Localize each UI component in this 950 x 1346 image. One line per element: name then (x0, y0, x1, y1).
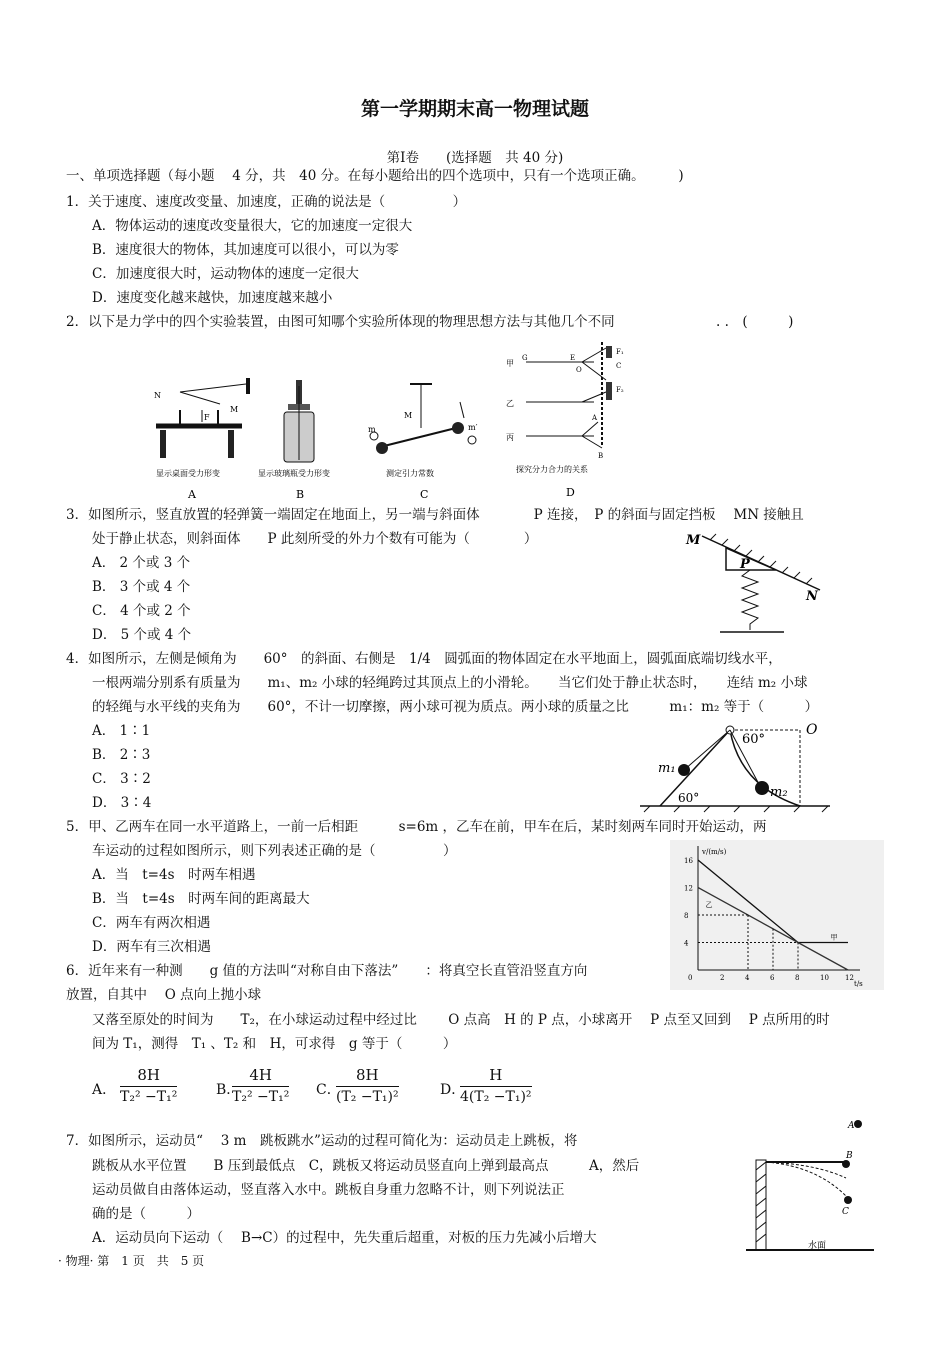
q6-option-letter: B． (216, 1082, 241, 1098)
q3-option: C． 4 个或 2 个 (92, 603, 191, 619)
q2-fig-label: A (592, 414, 598, 422)
q2-fig-label: F (204, 413, 210, 422)
q2-fig-label: m′ (468, 423, 478, 432)
q6-option-letter: A． (92, 1082, 117, 1098)
figure-q3 (680, 530, 830, 642)
q2-fig-label: N (154, 391, 161, 400)
q2-caption: 显示玻璃瓶受力形变 (258, 469, 330, 478)
series-label: 甲 (830, 933, 838, 942)
q4-option: A． 1∶1 (92, 723, 151, 739)
q2-fig-label: F₁ (616, 348, 624, 356)
q4-stem: 4．如图所示，左侧是倾角为 60° 的斜面、右侧是 1/4 圆弧面的物体固定在水平地面上，圆弧面底端切线水平， (66, 651, 782, 667)
page-footer: · 物理· 第 1 页 共 5 页 (58, 1254, 205, 1268)
q4-stem: 一根两端分别系有质量为 m₁、m₂ 小球的轻绳跨过其顶点上的小滑轮。 当它们处于静止状态时， 连结 m₂ 小球 (92, 675, 808, 691)
q4-fig-label: 60° (678, 791, 700, 805)
y-tick-label: 16 (684, 857, 693, 865)
q1-option: D．速度变化越来越快，加速度越来越小 (92, 290, 333, 306)
q2-fig-label: B (598, 452, 604, 460)
figure-q7 (746, 1116, 876, 1256)
q7-fig-label: A (848, 1121, 855, 1131)
q4-fig-label: m₂ (770, 785, 788, 800)
q7-stem: 7．如图所示，运动员“ 3 m 跳板跳水”运动的过程可简化为：运动员走上跳板，将 (66, 1133, 578, 1149)
figure-q2-c (364, 378, 484, 500)
q5-option: A．当 t=4s 时两车相遇 (92, 867, 256, 883)
q6-stem: 又落至原处的时间为 T₂，在小球运动过程中经过比 O 点高 H 的 P 点，小球离开 P 点至又回到 P 点所用的时 (92, 1012, 830, 1028)
q2-fig-label: M (230, 405, 239, 414)
q3-fig-label: N (806, 589, 818, 604)
q6-option-numerator: H (460, 1066, 532, 1087)
q6-stem: 6．近年来有一种测 g 值的方法叫“对称自由下落法” ：将真空长直管沿竖直方向 (66, 963, 588, 979)
q4-option: C． 3∶2 (92, 771, 151, 787)
q3-stem: 处于静止状态，则斜面体 P 此刻所受的外力个数有可能为（ ） (92, 531, 538, 547)
q6-option-numerator: 8H (336, 1066, 399, 1087)
q2-fig-label: 甲 (506, 359, 514, 368)
q1-stem: 1．关于速度、速度改变量、加速度，正确的说法是（ ） (66, 194, 467, 210)
q7-fig-label: 水面 (808, 1241, 827, 1251)
q6-stem: 间为 T₁，测得 T₁ 、T₂ 和 H，可求得 g 等于（ ） (92, 1036, 457, 1052)
y-tick-label: 12 (684, 884, 693, 893)
q6-option-denominator: (T₂ −T₁)² (336, 1089, 399, 1105)
x-tick-label: 12 (845, 974, 854, 982)
q2-fig-label: G (522, 354, 528, 362)
q2-fig-label: 乙 (506, 399, 514, 408)
q7-stem: 确的是（ ） (92, 1206, 200, 1222)
q5-stem: 5．甲、乙两车在同一水平道路上，一前一后相距 s=6m ，乙车在前，甲车在后，某时刻两车同时开始运动，两 (66, 819, 767, 835)
q7-option: A．运动员向下运动（ B→C）的过程中，先失重后超重，对板的压力先减小后增大 (92, 1230, 597, 1246)
x-tick-label: 10 (820, 974, 829, 982)
q2-caption: 测定引力常数 (386, 469, 434, 478)
x-tick-label: 4 (745, 974, 750, 982)
q2-letter: D (566, 486, 575, 499)
q3-option: B． 3 个或 4 个 (92, 579, 191, 595)
y-tick-label: 4 (684, 939, 689, 948)
q2-caption: 探究分力合力的关系 (516, 465, 588, 474)
q2-fig-label: 丙 (506, 433, 514, 442)
q2-fig-label: C (616, 362, 622, 370)
q2-fig-label: m (368, 425, 376, 434)
section-header: 第Ⅰ卷 (选择题 共 40 分) (386, 150, 564, 166)
q4-option: B． 2∶3 (92, 747, 151, 763)
part1-instruction: 一、单项选择题（每小题 4 分，共 40 分。在每小题给出的四个选项中，只有一个选项正确。 ) (66, 168, 684, 184)
q6-option-a (120, 1066, 177, 1105)
q7-stem: 运动员做自由落体运动，竖直落入水中。跳板自身重力忽略不计，则下列说法正 (92, 1182, 565, 1198)
q2-stem-tail: . . ( ) (716, 314, 794, 330)
q4-stem: 的轻绳与水平线的夹角为 60°，不计一切摩擦，两小球可视为质点。两小球的质量之比 m₁：m₂ 等于（ ） (92, 699, 819, 715)
y-axis-label: v/(m/s) (702, 848, 727, 856)
q1-option: A．物体运动的速度改变量很大，它的加速度一定很大 (92, 218, 413, 234)
q2-letter: B (296, 488, 305, 500)
origin-label: 0 (688, 974, 693, 982)
q4-fig-label: 60° (742, 732, 766, 747)
q2-caption: 显示桌面受力形变 (156, 469, 220, 478)
q7-fig-label: C (842, 1207, 849, 1217)
q2-stem: 2．以下是力学中的四个实验装置，由图可知哪个实验所体现的物理思想方法与其他几个不同 (66, 314, 615, 330)
q6-option-denominator: T₂² −T₁² (120, 1089, 178, 1105)
q3-fig-label: P (740, 557, 750, 572)
q6-option-denominator: 4(T₂ −T₁)² (460, 1089, 532, 1105)
y-tick-label: 8 (684, 912, 689, 920)
q3-option: D． 5 个或 4 个 (92, 627, 192, 643)
q2-fig-label: F₂ (616, 386, 624, 394)
q6-option-c (336, 1066, 399, 1105)
q5-stem: 车运动的过程如图所示，则下列表述正确的是（ ） (92, 843, 457, 859)
q6-option-numerator: 8H (120, 1066, 177, 1087)
x-tick-label: 6 (770, 974, 775, 982)
q6-option-d (460, 1066, 532, 1105)
q4-fig-label: O (806, 722, 818, 738)
page-title: 第一学期期末高一物理试题 (360, 98, 589, 120)
q2-letter: C (420, 488, 429, 500)
q3-fig-label: M (686, 533, 701, 548)
q6-option-letter: D． (440, 1082, 466, 1098)
figure-q2-b (258, 370, 348, 500)
figure-q5-vt-chart (670, 840, 884, 990)
q1-option: C．加速度很大时，运动物体的速度一定很大 (92, 266, 359, 282)
q6-stem: 放置，自其中 O 点向上抛小球 (66, 987, 262, 1003)
q3-stem: 3．如图所示，竖直放置的轻弹簧一端固定在地面上，另一端与斜面体 P 连接， P 的斜面与固定挡板 MN 接触且 (66, 507, 804, 523)
q4-fig-label: m₁ (658, 761, 676, 776)
figure-q2-d (506, 340, 636, 500)
q2-fig-label: E (570, 354, 576, 362)
x-tick-label: 2 (720, 974, 725, 982)
q7-stem: 跳板从水平位置 B 压到最低点 C，跳板又将运动员竖直向上弹到最高点 A，然后 (92, 1158, 640, 1174)
q6-option-b (232, 1066, 289, 1105)
q5-option: D．两车有三次相遇 (92, 939, 211, 955)
x-axis-label: t/s (854, 980, 863, 988)
x-tick-label: 8 (795, 974, 800, 982)
figure-q2-a (150, 370, 250, 500)
q5-option: B．当 t=4s 时两车间的距离最大 (92, 891, 310, 907)
q6-option-numerator: 4H (232, 1066, 289, 1087)
q5-option: C．两车有两次相遇 (92, 915, 211, 931)
q2-fig-label: M (404, 411, 413, 420)
q2-fig-label: O (576, 366, 582, 374)
q6-option-letter: C． (316, 1082, 341, 1098)
series-label: 乙 (705, 900, 713, 909)
figure-q4 (640, 716, 840, 816)
q4-option: D． 3∶4 (92, 795, 152, 811)
q3-option: A． 2 个或 3 个 (92, 555, 191, 571)
q2-letter: A (188, 488, 196, 500)
q7-fig-label: B (846, 1151, 853, 1161)
q6-option-denominator: T₂² −T₁² (232, 1089, 290, 1105)
q1-option: B．速度很大的物体，其加速度可以很小，可以为零 (92, 242, 399, 258)
